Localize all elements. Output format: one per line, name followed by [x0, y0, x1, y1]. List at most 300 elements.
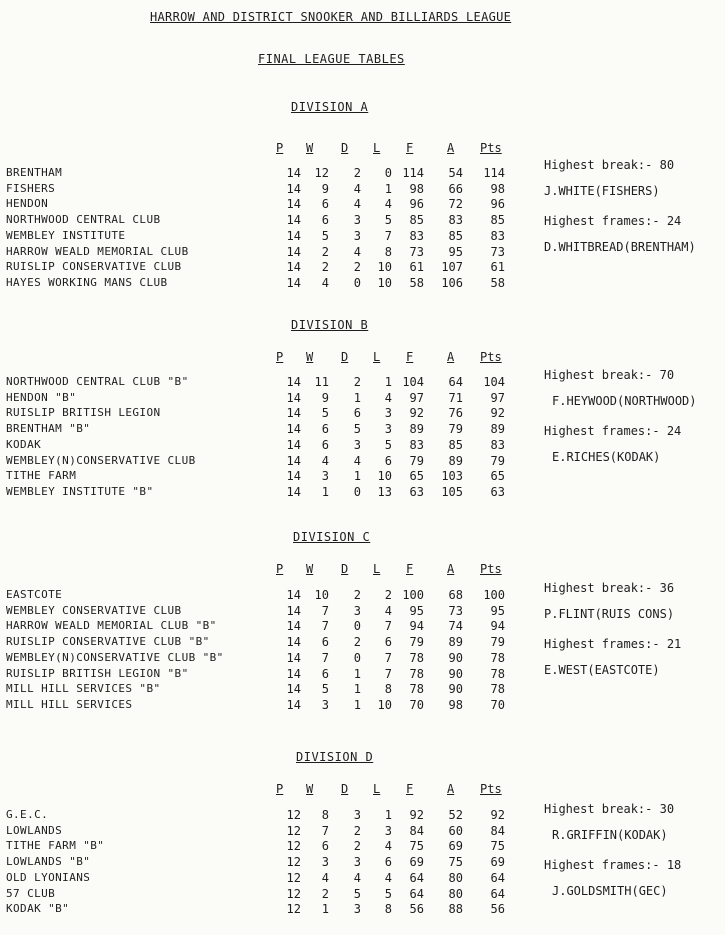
stat-w: 6: [321, 839, 329, 854]
stat-f: 64: [409, 886, 424, 901]
column-header: D: [341, 562, 349, 576]
table-row: [0, 808, 530, 824]
stat-pts: 92: [490, 808, 505, 822]
stat-a: 75: [448, 855, 463, 870]
table-row: [0, 871, 530, 887]
stat-d: 1: [353, 697, 361, 712]
stat-l: 10: [377, 260, 392, 275]
stat-p: 14: [286, 181, 301, 196]
column-header: L: [373, 141, 381, 155]
stat-p: 12: [286, 808, 301, 822]
table-row: [0, 485, 530, 501]
record-label: Highest break:- 80: [544, 158, 675, 172]
stat-d: 3: [353, 603, 361, 618]
stat-p: 12: [286, 870, 301, 885]
stat-a: 60: [448, 823, 463, 838]
stat-d: 5: [353, 422, 361, 437]
stat-pts: 79: [490, 635, 505, 650]
team-name: BRENTHAM "B": [6, 422, 91, 436]
stat-f: 69: [409, 855, 424, 870]
stat-f: 114: [402, 166, 424, 180]
team-name: BRENTHAM: [6, 166, 63, 179]
stat-p: 12: [286, 855, 301, 870]
stat-p: 14: [286, 260, 301, 275]
column-header: F: [406, 782, 414, 796]
record-holder: J.GOLDSMITH(GEC): [552, 884, 668, 898]
division-title: DIVISION D: [296, 750, 374, 764]
stat-pts: 94: [490, 619, 505, 634]
stat-p: 14: [286, 682, 301, 697]
stat-w: 1: [321, 484, 329, 499]
team-name: WEMBLEY INSTITUTE "B": [6, 484, 154, 498]
stat-w: 5: [321, 406, 329, 421]
stat-p: 14: [286, 469, 301, 484]
table-row: [0, 635, 530, 651]
stat-f: 95: [409, 603, 424, 618]
stat-d: 4: [353, 244, 361, 259]
stat-d: 1: [353, 469, 361, 484]
stat-a: 95: [448, 244, 463, 259]
stat-l: 4: [384, 603, 392, 618]
stat-a: 89: [448, 453, 463, 468]
stat-l: 13: [377, 484, 392, 499]
stat-w: 2: [321, 260, 329, 275]
stat-f: 73: [409, 244, 424, 259]
column-header: W: [306, 141, 314, 155]
stat-d: 4: [353, 181, 361, 196]
table-row: [0, 902, 530, 918]
stat-f: 78: [409, 666, 424, 681]
stat-w: 3: [321, 697, 329, 712]
stat-l: 5: [384, 213, 392, 228]
stat-d: 1: [353, 390, 361, 405]
stat-w: 6: [321, 197, 329, 212]
stat-l: 8: [384, 244, 392, 259]
stat-a: 74: [448, 619, 463, 634]
stat-p: 14: [286, 588, 301, 602]
stat-l: 5: [384, 437, 392, 452]
stat-w: 6: [321, 437, 329, 452]
stat-f: 56: [409, 902, 424, 917]
stat-d: 0: [353, 275, 361, 290]
stat-a: 107: [441, 260, 463, 275]
stat-a: 80: [448, 886, 463, 901]
stat-pts: 65: [490, 469, 505, 484]
table-row: [0, 391, 530, 407]
table-row: [0, 469, 530, 485]
stat-d: 4: [353, 870, 361, 885]
table-row: [0, 197, 530, 213]
stat-d: 5: [353, 886, 361, 901]
table-row: [0, 422, 530, 438]
column-header: W: [306, 782, 314, 796]
table-row: [0, 166, 530, 182]
stat-pts: 92: [490, 406, 505, 421]
column-header: Pts: [480, 350, 502, 364]
record-label: Highest break:- 30: [544, 802, 675, 816]
stat-l: 4: [384, 390, 392, 405]
stat-f: 58: [409, 275, 424, 290]
stat-p: 12: [286, 823, 301, 838]
stat-l: 4: [384, 870, 392, 885]
stat-d: 3: [353, 213, 361, 228]
stat-l: 1: [384, 375, 392, 389]
team-name: RUISLIP BRITISH LEGION "B": [6, 666, 189, 680]
record-holder: F.HEYWOOD(NORTHWOOD): [552, 394, 697, 408]
stat-d: 2: [353, 839, 361, 854]
table-row: [0, 229, 530, 245]
record-label: Highest break:- 36: [544, 581, 675, 595]
team-name: HAYES WORKING MANS CLUB: [6, 275, 168, 289]
stat-a: 98: [448, 697, 463, 712]
stat-pts: 78: [490, 682, 505, 697]
stat-a: 105: [441, 484, 463, 499]
stat-l: 7: [384, 650, 392, 665]
stat-w: 5: [321, 682, 329, 697]
stat-f: 100: [402, 588, 424, 602]
column-header: F: [406, 141, 414, 155]
team-name: NORTHWOOD CENTRAL CLUB: [6, 213, 161, 227]
table-row: [0, 887, 530, 903]
stat-d: 2: [353, 375, 361, 389]
stat-w: 7: [321, 650, 329, 665]
stat-w: 3: [321, 855, 329, 870]
table-row: [0, 619, 530, 635]
team-name: HARROW WEALD MEMORIAL CLUB "B": [6, 619, 217, 633]
stat-l: 8: [384, 902, 392, 917]
stat-l: 3: [384, 406, 392, 421]
stat-w: 6: [321, 422, 329, 437]
stat-f: 94: [409, 619, 424, 634]
stat-f: 78: [409, 682, 424, 697]
column-header: Pts: [480, 782, 502, 796]
stat-f: 75: [409, 839, 424, 854]
column-header: A: [447, 350, 455, 364]
stat-a: 66: [448, 181, 463, 196]
stat-w: 2: [321, 244, 329, 259]
stat-l: 4: [384, 197, 392, 212]
stat-pts: 83: [490, 228, 505, 243]
stat-a: 80: [448, 870, 463, 885]
column-header: Pts: [480, 562, 502, 576]
stat-pts: 97: [490, 390, 505, 405]
team-name: EASTCOTE: [6, 588, 63, 601]
stat-f: 98: [409, 181, 424, 196]
stat-w: 6: [321, 635, 329, 650]
team-name: FISHERS: [6, 181, 56, 195]
stat-p: 14: [286, 666, 301, 681]
stat-pts: 73: [490, 244, 505, 259]
stat-pts: 89: [490, 422, 505, 437]
stat-p: 14: [286, 650, 301, 665]
column-header: F: [406, 350, 414, 364]
stat-l: 1: [384, 181, 392, 196]
stat-l: 6: [384, 453, 392, 468]
stat-p: 14: [286, 619, 301, 634]
division-title: DIVISION C: [293, 530, 371, 544]
stat-d: 3: [353, 437, 361, 452]
team-name: WEMBLEY INSTITUTE: [6, 228, 126, 242]
stat-p: 14: [286, 244, 301, 259]
stat-pts: 79: [490, 453, 505, 468]
stat-pts: 83: [490, 437, 505, 452]
document-title: HARROW AND DISTRICT SNOOKER AND BILLIARDS LEAGUE: [150, 10, 512, 24]
stat-p: 14: [286, 484, 301, 499]
column-header: D: [341, 350, 349, 364]
stat-d: 3: [353, 808, 361, 822]
column-header: A: [447, 141, 455, 155]
stat-f: 83: [409, 437, 424, 452]
column-header: P: [276, 350, 284, 364]
stat-pts: 96: [490, 197, 505, 212]
table-row: [0, 651, 530, 667]
team-name: WEMBLEY(N)CONSERVATIVE CLUB "B": [6, 650, 224, 664]
stat-d: 2: [353, 166, 361, 180]
stat-f: 61: [409, 260, 424, 275]
team-name: G.E.C.: [6, 808, 49, 821]
table-row: [0, 260, 530, 276]
team-name: RUISLIP CONSERVATIVE CLUB: [6, 260, 182, 274]
stat-d: 6: [353, 406, 361, 421]
stat-d: 2: [353, 635, 361, 650]
team-name: LOWLANDS "B": [6, 855, 91, 869]
stat-w: 1: [321, 902, 329, 917]
column-header: P: [276, 782, 284, 796]
column-header: F: [406, 562, 414, 576]
table-row: [0, 604, 530, 620]
team-name: WEMBLEY CONSERVATIVE CLUB: [6, 603, 182, 617]
stat-d: 0: [353, 619, 361, 634]
division-title: DIVISION A: [291, 100, 369, 114]
stat-p: 14: [286, 213, 301, 228]
stat-w: 3: [321, 469, 329, 484]
table-row: [0, 276, 530, 292]
stat-l: 10: [377, 469, 392, 484]
stat-w: 9: [321, 181, 329, 196]
record-holder: E.WEST(EASTCOTE): [544, 663, 660, 677]
stat-f: 92: [409, 808, 424, 822]
stat-f: 83: [409, 228, 424, 243]
record-label: Highest frames:- 24: [544, 424, 682, 438]
stat-w: 10: [314, 588, 329, 602]
stat-pts: 78: [490, 666, 505, 681]
stat-l: 3: [384, 823, 392, 838]
stat-f: 92: [409, 406, 424, 421]
stat-w: 12: [314, 166, 329, 180]
column-header: L: [373, 562, 381, 576]
stat-p: 14: [286, 197, 301, 212]
team-name: TITHE FARM "B": [6, 839, 105, 853]
record-holder: R.GRIFFIN(KODAK): [552, 828, 668, 842]
stat-pts: 100: [483, 588, 505, 602]
stat-p: 12: [286, 886, 301, 901]
table-row: [0, 824, 530, 840]
table-row: [0, 182, 530, 198]
stat-f: 96: [409, 197, 424, 212]
table-row: [0, 454, 530, 470]
team-name: KODAK "B": [6, 902, 70, 916]
stat-a: 73: [448, 603, 463, 618]
stat-f: 79: [409, 635, 424, 650]
stat-pts: 84: [490, 823, 505, 838]
stat-l: 8: [384, 682, 392, 697]
team-name: HARROW WEALD MEMORIAL CLUB: [6, 244, 189, 258]
team-name: 57 CLUB: [6, 886, 56, 900]
record-holder: P.FLINT(RUIS CONS): [544, 607, 675, 621]
stat-pts: 64: [490, 886, 505, 901]
table-row: [0, 245, 530, 261]
record-label: Highest frames:- 24: [544, 214, 682, 228]
table-row: [0, 213, 530, 229]
stat-a: 88: [448, 902, 463, 917]
table-row: [0, 839, 530, 855]
stat-pts: 98: [490, 181, 505, 196]
stat-p: 14: [286, 406, 301, 421]
stat-p: 14: [286, 697, 301, 712]
stat-w: 4: [321, 870, 329, 885]
stat-a: 85: [448, 228, 463, 243]
table-row: [0, 438, 530, 454]
column-header: P: [276, 141, 284, 155]
stat-a: 52: [448, 808, 463, 822]
stat-d: 1: [353, 682, 361, 697]
team-name: KODAK: [6, 437, 42, 451]
team-name: RUISLIP BRITISH LEGION: [6, 406, 161, 420]
table-row: [0, 588, 530, 604]
stat-p: 14: [286, 635, 301, 650]
stat-w: 8: [321, 808, 329, 822]
stat-l: 5: [384, 886, 392, 901]
column-header: A: [447, 782, 455, 796]
table-row: [0, 375, 530, 391]
stat-pts: 58: [490, 275, 505, 290]
stat-pts: 61: [490, 260, 505, 275]
stat-f: 97: [409, 390, 424, 405]
stat-p: 14: [286, 275, 301, 290]
stat-d: 4: [353, 197, 361, 212]
stat-a: 64: [448, 375, 463, 389]
stat-pts: 56: [490, 902, 505, 917]
column-header: D: [341, 782, 349, 796]
stat-a: 54: [448, 166, 463, 180]
stat-w: 6: [321, 213, 329, 228]
stat-w: 6: [321, 666, 329, 681]
record-label: Highest frames:- 21: [544, 637, 682, 651]
stat-a: 72: [448, 197, 463, 212]
stat-w: 11: [314, 375, 329, 389]
stat-w: 7: [321, 619, 329, 634]
stat-w: 4: [321, 275, 329, 290]
stat-l: 6: [384, 855, 392, 870]
stat-pts: 70: [490, 697, 505, 712]
record-label: Highest break:- 70: [544, 368, 675, 382]
table-row: [0, 406, 530, 422]
stat-a: 71: [448, 390, 463, 405]
stat-l: 0: [384, 166, 392, 180]
column-header: D: [341, 141, 349, 155]
stat-p: 14: [286, 228, 301, 243]
column-header: A: [447, 562, 455, 576]
stat-a: 90: [448, 682, 463, 697]
record-holder: E.RICHES(KODAK): [552, 450, 661, 464]
stat-p: 14: [286, 437, 301, 452]
stat-f: 65: [409, 469, 424, 484]
stat-l: 4: [384, 839, 392, 854]
stat-l: 7: [384, 619, 392, 634]
stat-w: 2: [321, 886, 329, 901]
stat-a: 79: [448, 422, 463, 437]
stat-p: 14: [286, 166, 301, 180]
stat-p: 12: [286, 839, 301, 854]
stat-pts: 114: [483, 166, 505, 180]
stat-pts: 63: [490, 484, 505, 499]
stat-a: 106: [441, 275, 463, 290]
record-holder: D.WHITBREAD(BRENTHAM): [544, 240, 696, 254]
stat-l: 10: [377, 697, 392, 712]
stat-pts: 75: [490, 839, 505, 854]
stat-d: 3: [353, 902, 361, 917]
stat-a: 103: [441, 469, 463, 484]
team-name: TITHE FARM: [6, 469, 77, 483]
stat-l: 1: [384, 808, 392, 822]
stat-a: 90: [448, 650, 463, 665]
stat-a: 68: [448, 588, 463, 602]
stat-p: 14: [286, 453, 301, 468]
record-label: Highest frames:- 18: [544, 858, 682, 872]
stat-f: 79: [409, 453, 424, 468]
team-name: RUISLIP CONSERVATIVE CLUB "B": [6, 635, 210, 649]
stat-a: 85: [448, 437, 463, 452]
stat-l: 10: [377, 275, 392, 290]
stat-d: 0: [353, 484, 361, 499]
stat-w: 7: [321, 603, 329, 618]
table-row: [0, 698, 530, 714]
stat-pts: 64: [490, 870, 505, 885]
stat-p: 12: [286, 902, 301, 917]
team-name: MILL HILL SERVICES "B": [6, 682, 161, 696]
column-header: L: [373, 350, 381, 364]
stat-pts: 78: [490, 650, 505, 665]
stat-w: 4: [321, 453, 329, 468]
column-header: P: [276, 562, 284, 576]
column-header: W: [306, 562, 314, 576]
team-name: NORTHWOOD CENTRAL CLUB "B": [6, 375, 189, 388]
stat-pts: 95: [490, 603, 505, 618]
table-row: [0, 667, 530, 683]
stat-l: 3: [384, 422, 392, 437]
stat-f: 70: [409, 697, 424, 712]
stat-w: 7: [321, 823, 329, 838]
team-name: HENDON: [6, 197, 49, 211]
stat-d: 4: [353, 453, 361, 468]
stat-l: 6: [384, 635, 392, 650]
stat-d: 3: [353, 228, 361, 243]
stat-f: 104: [402, 375, 424, 389]
stat-a: 89: [448, 635, 463, 650]
stat-pts: 69: [490, 855, 505, 870]
stat-a: 83: [448, 213, 463, 228]
column-header: W: [306, 350, 314, 364]
stat-f: 84: [409, 823, 424, 838]
stat-a: 69: [448, 839, 463, 854]
stat-d: 2: [353, 823, 361, 838]
stat-d: 3: [353, 855, 361, 870]
team-name: MILL HILL SERVICES: [6, 697, 133, 711]
stat-f: 78: [409, 650, 424, 665]
stat-p: 14: [286, 375, 301, 389]
stat-p: 14: [286, 422, 301, 437]
stat-l: 2: [384, 588, 392, 602]
